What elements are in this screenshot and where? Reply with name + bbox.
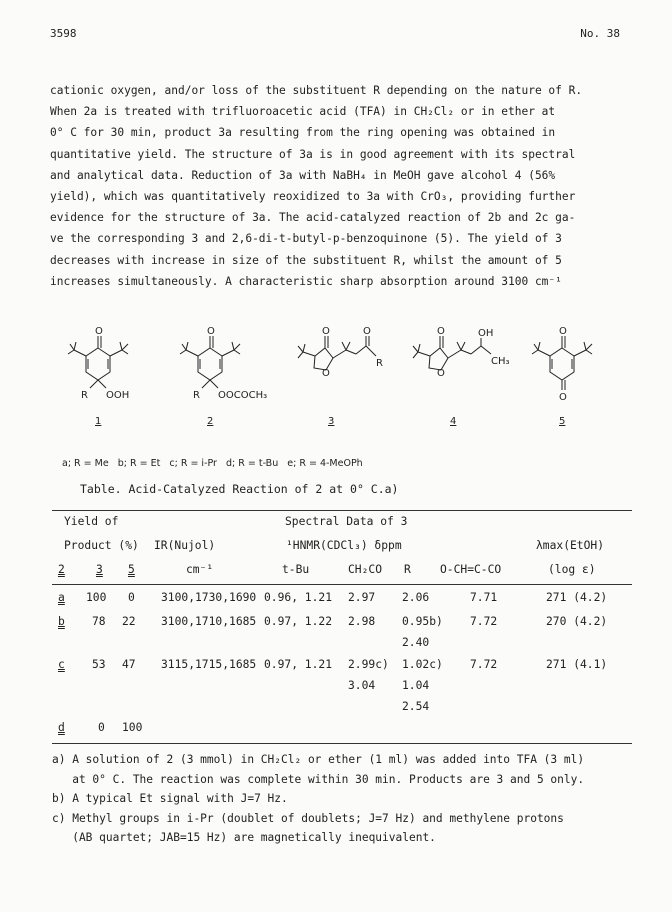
atom-label: R — [193, 390, 200, 401]
atom-label: CH₃ — [491, 356, 510, 367]
atom-label: O — [322, 326, 330, 337]
row-c-ch2co-2: 3.04 — [348, 679, 376, 692]
header-spectral-data: Spectral Data of 3 — [285, 515, 408, 528]
atom-label: O — [559, 392, 567, 403]
footnote-a: a) A solution of 2 (3 mmol) in CH₂Cl₂ or ether (1 ml) was added into TFA (3 ml) — [52, 753, 585, 766]
row-c-ch2co: 2.99c) — [348, 658, 389, 671]
chemical-structures — [50, 326, 635, 456]
footnote-c: c) Methyl groups in i-Pr (doublet of doublets; J=7 Hz) and methylene protons — [52, 811, 564, 825]
row-c-lambda: 271 (4.1) — [546, 658, 608, 671]
row-b-id: b — [58, 615, 65, 628]
header-product: Product (%) — [64, 539, 139, 552]
text-line: When 2a is treated with trifluoroacetic acid (TFA) in CH₂Cl₂ or in ether at — [50, 105, 556, 119]
atom-label: O — [437, 368, 445, 379]
table-rule-bottom — [52, 743, 632, 744]
footnote-a-cont: at 0° C. The reaction was complete within 30 min. Products are 3 and 5 only. — [52, 772, 585, 786]
row-a-ir: 3100,1730,1690 — [161, 591, 257, 604]
compound-number: 4 — [450, 416, 457, 427]
footnote-b: b) A typical Et signal with J=7 Hz. — [52, 792, 288, 805]
header-col-3: 3 — [96, 563, 103, 576]
header-och: O-CH=C-CO — [440, 563, 502, 576]
row-b-yield-3: 78 — [92, 615, 106, 628]
row-a-r: 2.06 — [402, 591, 430, 604]
row-d-yield-3: 0 — [98, 721, 105, 734]
row-b-r-2: 2.40 — [402, 636, 430, 649]
header-col-2: 2 — [58, 563, 65, 576]
header-ch2co: CH₂CO — [348, 563, 383, 576]
row-a-och: 7.71 — [470, 591, 498, 604]
text-line: and analytical data. Reduction of 3a with NaBH₄ in MeOH gave alcohol 4 (56% — [50, 168, 556, 182]
body-paragraph — [50, 80, 635, 292]
row-c-och: 7.72 — [470, 658, 498, 671]
row-c-id: c — [58, 658, 65, 671]
row-c-ir: 3115,1715,1685 — [161, 658, 257, 671]
row-a-ch2co: 2.97 — [348, 591, 376, 604]
header-r: R — [404, 563, 411, 576]
text-line: increases simultaneously. A characteristic sharp absorption around 3100 cm⁻¹ — [50, 274, 562, 288]
table-rule-top — [52, 510, 632, 511]
atom-label: OH — [478, 328, 494, 339]
atom-label: O — [207, 326, 215, 337]
row-b-r: 0.95b) — [402, 615, 443, 628]
compound-number: 1 — [95, 416, 102, 427]
header-col-5: 5 — [128, 563, 135, 576]
header-ir-unit: cm⁻¹ — [186, 563, 214, 576]
text-line: yield), which was quantitatively reoxidized to 3a with CrO₃, providing further — [50, 189, 576, 203]
row-b-ir: 3100,1710,1685 — [161, 615, 257, 628]
journal-number: No. 38 — [580, 27, 620, 40]
atom-label: OOCOCH₃ — [218, 390, 268, 401]
header-log-epsilon: (log ε) — [548, 563, 596, 576]
text-line: decreases with increase in size of the substituent R, whilst the amount of 5 — [50, 253, 562, 267]
row-b-ch2co: 2.98 — [348, 615, 376, 628]
row-a-lambda: 271 (4.2) — [546, 591, 608, 604]
row-a-tbu: 0.96, 1.21 — [264, 591, 333, 604]
header-tbu: t-Bu — [282, 563, 310, 576]
row-d-yield-5: 100 — [122, 721, 143, 734]
structure-1 — [68, 336, 128, 388]
row-c-yield-3: 53 — [92, 658, 106, 671]
text-line: cationic oxygen, and/or loss of the substituent R depending on the nature of R. — [50, 84, 583, 97]
table-rule-header — [52, 584, 632, 585]
header-nmr: ¹HNMR(CDCl₃) δppm — [286, 539, 402, 552]
text-line: evidence for the structure of 3a. The acid-catalyzed reaction of 2b and 2c ga- — [50, 211, 576, 225]
structure-4 — [413, 336, 491, 370]
atom-label: O — [363, 326, 371, 337]
atom-label: O — [322, 368, 330, 379]
page-number: 3598 — [50, 27, 77, 40]
atom-label: O — [95, 326, 103, 337]
header-lambda-max: λmax(EtOH) — [536, 539, 605, 552]
substituent-legend: a; R = Me b; R = Et c; R = i-Pr d; R = t-Bu e; R = 4-MeOPh — [62, 458, 363, 469]
atom-label: R — [376, 358, 383, 369]
structure-2 — [180, 336, 240, 388]
compound-number: 2 — [207, 416, 214, 427]
row-c-r-2: 1.04 — [402, 679, 430, 692]
footnote-c-cont: (AB quartet; JAB=15 Hz) are magnetically inequivalent. — [52, 831, 436, 844]
atom-label: R — [81, 390, 88, 401]
text-line: 0° C for 30 min, product 3a resulting from the ring opening was obtained in — [50, 126, 556, 140]
row-a-yield-5: 0 — [128, 591, 135, 604]
atom-label: O — [559, 326, 567, 337]
row-b-yield-5: 22 — [122, 615, 136, 628]
row-a-yield-3: 100 — [86, 591, 107, 604]
header-yield-of: Yield of — [64, 515, 119, 528]
text-line: ve the corresponding 3 and 2,6-di-t-butyl-p-benzoquinone (5). The yield of 3 — [50, 232, 562, 246]
row-a-id: a — [58, 591, 65, 604]
structures-drawing — [50, 326, 635, 456]
structure-5 — [532, 336, 592, 390]
row-c-yield-5: 47 — [122, 658, 136, 671]
row-c-r: 1.02c) — [402, 658, 443, 671]
table-footnotes — [52, 750, 642, 848]
compound-number: 5 — [559, 416, 566, 427]
table-title: Table. Acid-Catalyzed Reaction of 2 at 0° C.a) — [80, 482, 399, 496]
text-line: quantitative yield. The structure of 3a is in good agreement with its spectral — [50, 147, 576, 161]
row-b-och: 7.72 — [470, 615, 498, 628]
atom-label: O — [437, 326, 445, 337]
atom-label: OOH — [106, 390, 130, 401]
row-b-tbu: 0.97, 1.22 — [264, 615, 333, 628]
compound-number: 3 — [328, 416, 335, 427]
row-b-lambda: 270 (4.2) — [546, 615, 608, 628]
structure-3 — [298, 336, 376, 370]
header-ir: IR(Nujol) — [154, 539, 216, 552]
row-c-r-3: 2.54 — [402, 700, 430, 713]
row-d-id: d — [58, 721, 65, 734]
row-c-tbu: 0.97, 1.21 — [264, 658, 333, 671]
